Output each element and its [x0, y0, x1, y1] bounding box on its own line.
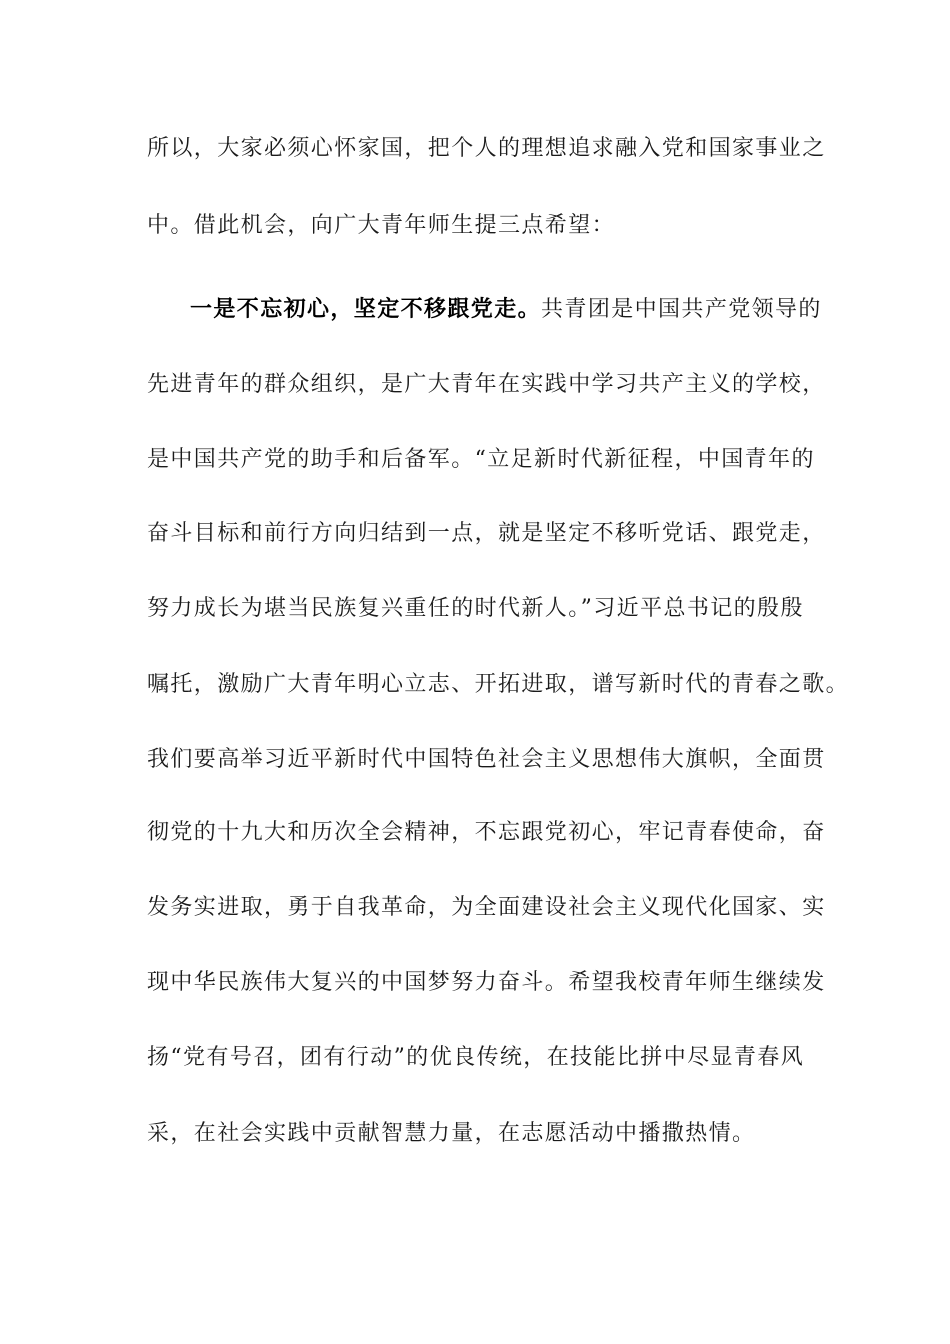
paragraph-line: 采，在社会实践中贡献智慧力量，在志愿活动中播撒热情。 — [147, 1121, 756, 1146]
paragraph-line: 彻党的十九大和历次全会精神，不忘跟党初心，牢记青春使命，奋 — [147, 820, 826, 845]
section-heading: 一是不忘初心，坚定不移跟党走。 — [190, 296, 542, 322]
paragraph-line: 奋斗目标和前行方向归结到一点，就是坚定不移听党话、跟党走， — [147, 521, 826, 546]
section-heading-line — [190, 294, 822, 324]
paragraph-line: 是中国共产党的助手和后备军。“立足新时代新征程，中国青年的 — [147, 447, 815, 472]
paragraph-line: 发务实进取，勇于自我革命，为全面建设社会主义现代化国家、实 — [147, 895, 826, 920]
paragraph-line: 中。借此机会，向广大青年师生提三点希望： — [147, 213, 616, 238]
paragraph-line: 努力成长为堪当民族复兴重任的时代新人。”习近平总书记的殷殷 — [147, 596, 804, 621]
paragraph-line: 现中华民族伟大复兴的中国梦努力奋斗。希望我校青年师生继续发 — [147, 970, 826, 995]
paragraph-line: 我们要高举习近平新时代中国特色社会主义思想伟大旗帜，全面贯 — [147, 747, 826, 772]
paragraph-text: 共青团是中国共产党领导的 — [541, 297, 822, 322]
paragraph-line: 先进青年的群众组织，是广大青年在实践中学习共产主义的学校， — [147, 372, 826, 397]
paragraph-line: 所以，大家必须心怀家国，把个人的理想追求融入党和国家事业之 — [147, 136, 826, 161]
paragraph-line: 嘱托，激励广大青年明心立志、开拓进取，谱写新时代的青春之歌。 — [147, 672, 850, 697]
paragraph-line: 扬“党有号召，团有行动”的优良传统，在技能比拼中尽显青春风 — [147, 1045, 805, 1070]
